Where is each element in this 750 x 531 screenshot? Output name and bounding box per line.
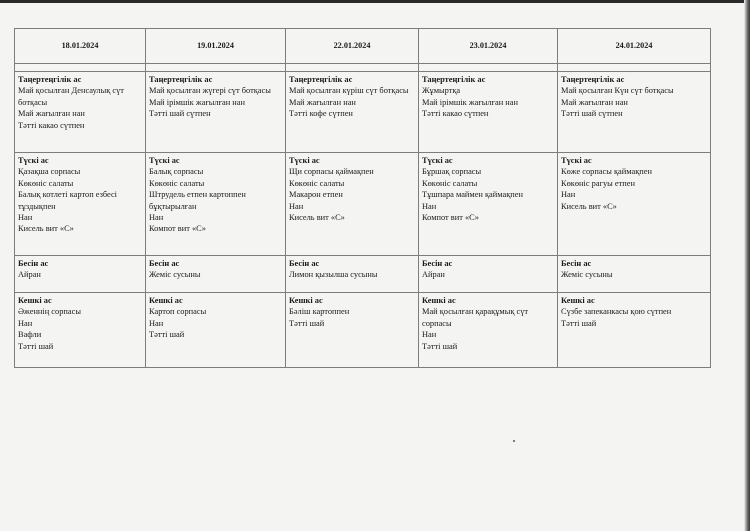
dish-item: Кисель вит «С» <box>561 201 617 211</box>
dish-item: Әженнің сорпасы <box>18 307 81 317</box>
dish-item: Тәтті шай сүтпен <box>561 109 623 119</box>
dish-item: Кисель вит «С» <box>289 213 345 223</box>
dish-item: Май ірімшік жағылған нан <box>422 97 518 107</box>
meal-cell-lunch <box>419 153 558 256</box>
dish-item: Нан <box>149 318 164 328</box>
dish-item: Сүзбе запеканкасы қою сүтпен <box>561 307 672 317</box>
meal-title: Бесін ас <box>561 259 592 268</box>
meal-cell-breakfast <box>15 72 146 153</box>
scan-edge-right <box>744 0 750 531</box>
dish-item: Тәтті шай <box>149 330 185 340</box>
dish-item: Штрудель етпен картоппен бұқтырылған <box>149 190 246 211</box>
dish-item: Май жағылған нан <box>561 97 628 107</box>
dish-item: Жеміс сусыны <box>149 270 201 280</box>
spacer-cell <box>15 64 146 72</box>
dish-item: Макарон етпен <box>289 190 343 200</box>
meal-cell-snack <box>286 256 419 293</box>
dish-item: Нан <box>149 213 164 223</box>
meal-cell-breakfast <box>558 72 711 153</box>
dish-item: Май қосылған Денсаулық сүт ботқасы <box>18 86 124 107</box>
meal-title: Кешкі ас <box>18 296 52 305</box>
snack-row <box>15 256 711 293</box>
dish-item: Май қосылған Күн сүт ботқасы <box>561 86 674 96</box>
meal-title: Таңертеңгілік ас <box>18 75 82 84</box>
dish-item: Май жағылған нан <box>18 109 85 119</box>
meal-cell-breakfast <box>286 72 419 153</box>
dish-item: Май жағылған нан <box>289 97 356 107</box>
meal-cell-snack <box>558 256 711 293</box>
meal-cell-lunch <box>146 153 286 256</box>
weekly-menu-table <box>14 28 711 368</box>
dish-item: Май қосылған күріш сүт ботқасы <box>289 86 409 96</box>
date-cell: 19.01.2024 <box>146 29 286 64</box>
dish-item: Тәтті шай сүтпен <box>149 109 211 119</box>
dish-item: Тәтті какао сүтпен <box>18 120 85 130</box>
dish-item: Картоп сорпасы <box>149 307 207 317</box>
spacer-row <box>15 64 711 72</box>
dish-item: Лимон қызылша сусыны <box>289 270 378 280</box>
dish-item: Тәтті шай <box>289 318 325 328</box>
meal-title: Таңертеңгілік ас <box>422 75 486 84</box>
dish-item: Жұмыртқа <box>422 86 461 96</box>
dish-item: Көже сорпасы қаймақпен <box>561 167 652 177</box>
scan-speck <box>513 440 515 442</box>
meal-title: Түскі ас <box>18 156 49 165</box>
meal-title: Таңертеңгілік ас <box>289 75 353 84</box>
dish-item: Қазақша сорпасы <box>18 167 81 177</box>
dish-item: Тәтті какао сүтпен <box>422 109 489 119</box>
meal-cell-lunch <box>286 153 419 256</box>
date-cell: 22.01.2024 <box>286 29 419 64</box>
dish-item: Вафли <box>18 330 42 340</box>
meal-title: Бесін ас <box>18 259 49 268</box>
meal-title: Түскі ас <box>149 156 180 165</box>
dish-item: Май қосылған жүгері сүт ботқасы <box>149 86 271 96</box>
dish-item: Тұшпара маймен қаймақпен <box>422 190 523 200</box>
meal-title: Бесін ас <box>422 259 453 268</box>
dish-item: Айран <box>18 270 41 280</box>
dish-item: Балық котлеті картоп езбесі тұздықпен <box>18 190 118 211</box>
meal-cell-snack <box>419 256 558 293</box>
meal-title: Түскі ас <box>289 156 320 165</box>
dish-item: Нан <box>422 330 437 340</box>
dish-item: Көкөніс салаты <box>289 178 345 188</box>
dish-item: Тәтті шай <box>561 318 597 328</box>
dish-item: Тәтті кофе сүтпен <box>289 109 353 119</box>
meal-title: Кешкі ас <box>289 296 323 305</box>
meal-title: Кешкі ас <box>422 296 456 305</box>
dish-item: Балық сорпасы <box>149 167 204 177</box>
dish-item: Нан <box>422 201 437 211</box>
meal-cell-snack <box>15 256 146 293</box>
dish-item: Компот вит «С» <box>422 213 479 223</box>
meal-cell-dinner <box>558 293 711 368</box>
meal-cell-breakfast <box>419 72 558 153</box>
meal-title: Таңертеңгілік ас <box>149 75 213 84</box>
dish-item: Тәтті шай <box>18 341 54 351</box>
meal-cell-breakfast <box>146 72 286 153</box>
date-cell: 23.01.2024 <box>419 29 558 64</box>
dinner-row <box>15 293 711 368</box>
dish-item: Бұршақ сорпасы <box>422 167 482 177</box>
dish-item: Көкөніс рагуы етпен <box>561 178 635 188</box>
meal-cell-snack <box>146 256 286 293</box>
meal-cell-lunch <box>15 153 146 256</box>
meal-title: Кешкі ас <box>149 296 183 305</box>
dish-item: Бәліш картоппен <box>289 307 350 317</box>
dish-item: Нан <box>289 201 304 211</box>
dish-item: Нан <box>18 318 33 328</box>
dish-item: Нан <box>18 213 33 223</box>
spacer-cell <box>419 64 558 72</box>
date-cell: 24.01.2024 <box>558 29 711 64</box>
dish-item: Айран <box>422 270 445 280</box>
dish-item: Май қосылған қарақұмық сүт сорпасы <box>422 307 529 328</box>
dish-item: Май ірімшік жағылған нан <box>149 97 245 107</box>
meal-cell-dinner <box>286 293 419 368</box>
meal-title: Бесін ас <box>149 259 180 268</box>
dish-item: Кисель вит «С» <box>18 224 74 234</box>
dish-item: Көкөніс салаты <box>149 178 205 188</box>
meal-title: Таңертеңгілік ас <box>561 75 625 84</box>
spacer-cell <box>558 64 711 72</box>
meal-cell-dinner <box>419 293 558 368</box>
meal-title: Түскі ас <box>422 156 453 165</box>
meal-cell-dinner <box>146 293 286 368</box>
dish-item: Щи сорпасы қаймақпен <box>289 167 374 177</box>
dish-item: Нан <box>561 190 576 200</box>
spacer-cell <box>286 64 419 72</box>
spacer-cell <box>146 64 286 72</box>
meal-title: Түскі ас <box>561 156 592 165</box>
meal-title: Кешкі ас <box>561 296 595 305</box>
lunch-row <box>15 153 711 256</box>
meal-title: Бесін ас <box>289 259 320 268</box>
dish-item: Көкөніс салаты <box>422 178 478 188</box>
dish-item: Компот вит «С» <box>149 224 206 234</box>
breakfast-row <box>15 72 711 153</box>
dish-item: Көкөніс салаты <box>18 178 74 188</box>
meal-cell-dinner <box>15 293 146 368</box>
date-cell: 18.01.2024 <box>15 29 146 64</box>
dish-item: Тәтті шай <box>422 341 458 351</box>
dish-item: Жеміс сусыны <box>561 270 613 280</box>
meal-cell-lunch <box>558 153 711 256</box>
scan-edge-top <box>0 0 750 3</box>
date-header-row <box>15 29 711 64</box>
